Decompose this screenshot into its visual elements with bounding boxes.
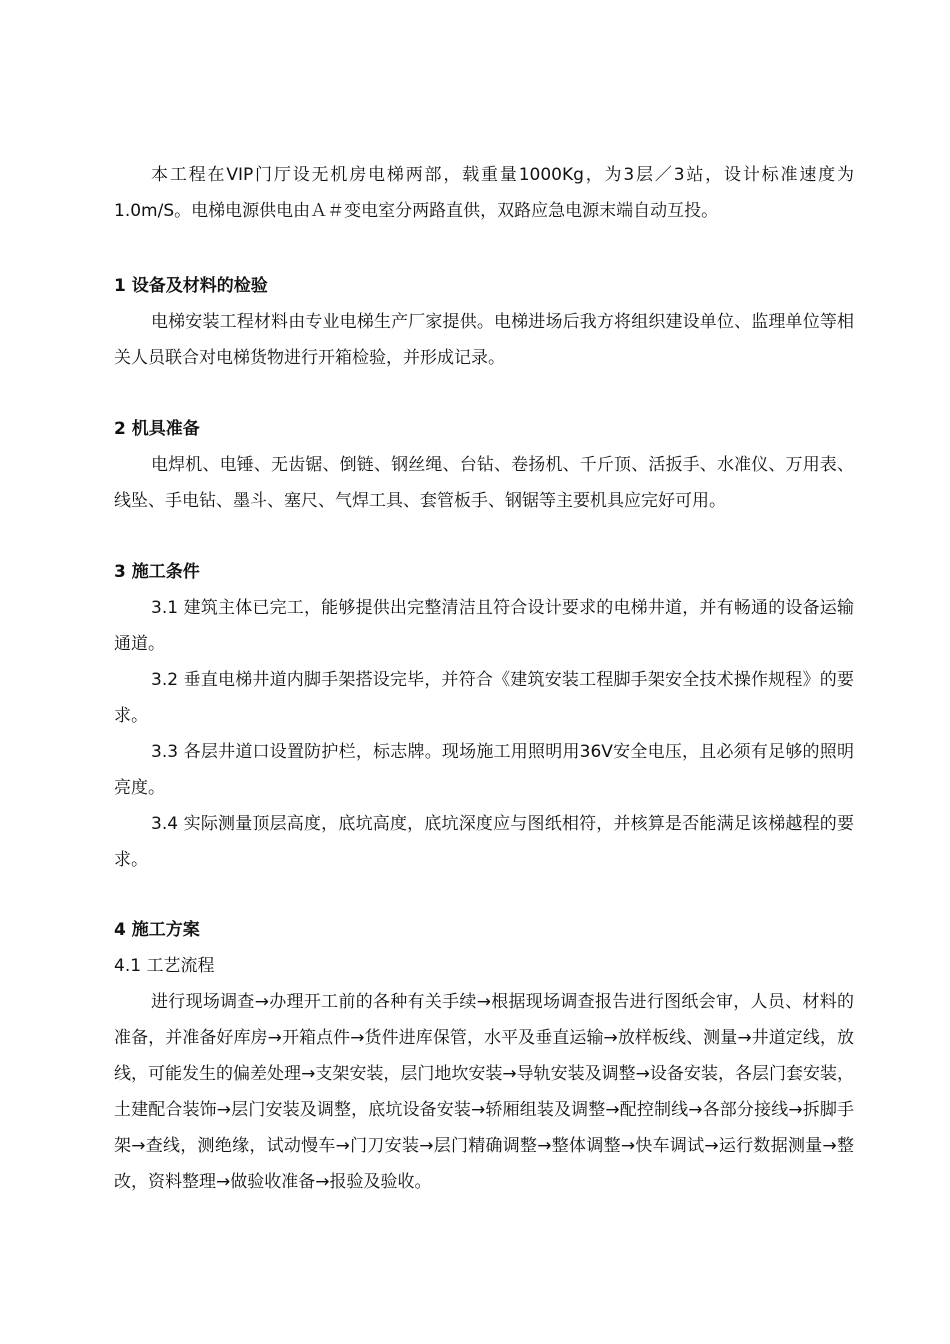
section-2-paragraph: 电焊机、电锤、无齿锯、倒链、钢丝绳、台钻、卷扬机、千斤顶、活扳手、水准仪、万用表、线坠、手电钻、墨斗、塞尺、气焊工具、套管板手、钢锯等主要机具应完好可用。 [114,455,854,511]
section-3-2-paragraph: 3.2 垂直电梯井道内脚手架搭设完毕，并符合《建筑安装工程脚手架安全技术操作规程》的要求。 [114,670,854,726]
section-4-heading: 4 施工方案 [114,920,200,940]
intro-paragraph: 本工程在VIP门厅设无机房电梯两部，载重量1000Kg，为3层／3站，设计标准速度为1.0m/S。电梯电源供电由Ａ＃变电室分两路直供，双路应急电源末端自动互投。 [114,165,854,221]
section-4-1-subheading: 4.1 工艺流程 [114,956,215,976]
section-3-4-paragraph: 3.4 实际测量顶层高度，底坑高度，底坑深度应与图纸相符，并核算是否能满足该梯越程的要求。 [114,814,854,870]
section-3-3-paragraph: 3.3 各层井道口设置防护栏，标志牌。现场施工用照明用36V安全电压，且必须有足够的照明亮度。 [114,742,854,798]
section-1-heading: 1 设备及材料的检验 [114,276,268,296]
section-2-heading: 2 机具准备 [114,419,200,439]
section-3-1-paragraph: 3.1 建筑主体已完工，能够提供出完整清洁且符合设计要求的电梯井道，并有畅通的设备运输通道。 [114,598,854,654]
section-3-heading: 3 施工条件 [114,562,200,582]
section-4-1-paragraph: 进行现场调查→办理开工前的各种有关手续→根据现场调查报告进行图纸会审，人员、材料的准备，并准备好库房→开箱点件→货件进库保管，水平及垂直运输→放样板线、测量→井道定线，放线，可能发生的偏差处理→支架安装，层门地坎安装→导轨安装及调整→设备安装，各层门套安装，土建配合装饰→层门安装及调整，底坑设备安装→轿厢组装及调整→配控制线→各部分接线→拆脚手架→查线，测绝缘，试动慢车→门刀安装→层门精确调整→整体调整→快车调试→运行数据测量→整改，资料整理→做验收准备→报验及验收。 [114,992,854,1192]
section-1-paragraph: 电梯安装工程材料由专业电梯生产厂家提供。电梯进场后我方将组织建设单位、监理单位等相关人员联合对电梯货物进行开箱检验，并形成记录。 [114,312,854,368]
